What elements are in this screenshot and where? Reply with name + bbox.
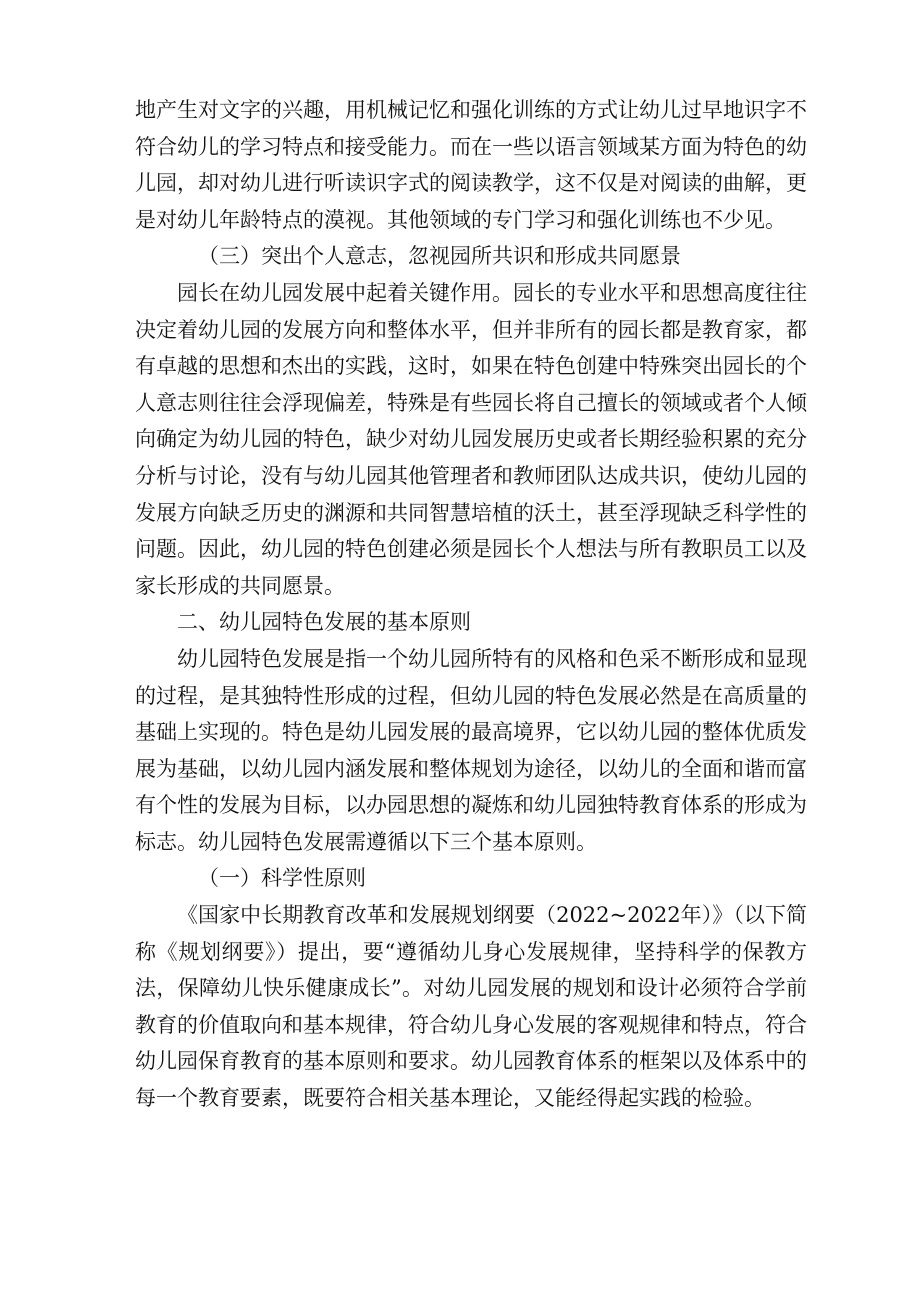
section-heading: 二、幼儿园特色发展的基本原则: [177, 610, 471, 635]
section-subheading: （一）科学性原则: [198, 866, 366, 891]
body-paragraph: 地产生对文字的兴趣，用机械记忆和强化训练的方式让幼儿过早地识字不符合幼儿的学习特点和接受能力。而在一些以语言领域某方面为特色的幼儿园，却对幼儿进行听读识字式的阅读教学，这不仅是对阅读的曲解，更是对幼儿年龄特点的漠视。其他领域的专门学习和强化训练也不少见。: [135, 98, 807, 232]
body-paragraph: 《国家中长期教育改革和发展规划纲要（2022~2022年）》（以下简称《规划纲要》）提出，要“遵循幼儿身心发展规律，坚持科学的保教方法，保障幼儿快乐健康成长”。对幼儿园发展的规划和设计必须符合学前教育的价值取向和基本规律，符合幼儿身心发展的客观规律和特点，符合幼儿园保育教育的基本原则和要求。幼儿园教育体系的框架以及体系中的每一个教育要素，既要符合相关基本理论，又能经得起实践的检验。: [135, 903, 807, 1111]
document-page: [135, 92, 807, 1117]
body-paragraph: 园长在幼儿园发展中起着关键作用。园长的专业水平和思想高度往往决定着幼儿园的发展方向和整体水平，但并非所有的园长都是教育家，都有卓越的思想和杰出的实践，这时，如果在特色创建中特殊突出园长的个人意志则往往会浮现偏差，特殊是有些园长将自己擅长的领域或者个人倾向确定为幼儿园的特色，缺少对幼儿园发展历史或者长期经验积累的充分分析与讨论，没有与幼儿园其他管理者和教师团队达成共识，使幼儿园的发展方向缺乏历史的渊源和共同智慧培植的沃土，甚至浮现缺乏科学性的问题。因此，幼儿园的特色创建必须是园长个人想法与所有教职员工以及家长形成的共同愿景。: [135, 280, 807, 598]
section-subheading: （三）突出个人意志，忽视园所共识和形成共同愿景: [198, 244, 681, 269]
body-paragraph: 幼儿园特色发展是指一个幼儿园所特有的风格和色采不断形成和显现的过程，是其独特性形成的过程，但幼儿园的特色发展必然是在高质量的基础上实现的。特色是幼儿园发展的最高境界，它以幼儿园的整体优质发展为基础，以幼儿园内涵发展和整体规划为途径，以幼儿的全面和谐而富有个性的发展为目标，以办园思想的凝炼和幼儿园独特教育体系的形成为标志。幼儿园特色发展需遵循以下三个基本原则。: [135, 646, 807, 854]
